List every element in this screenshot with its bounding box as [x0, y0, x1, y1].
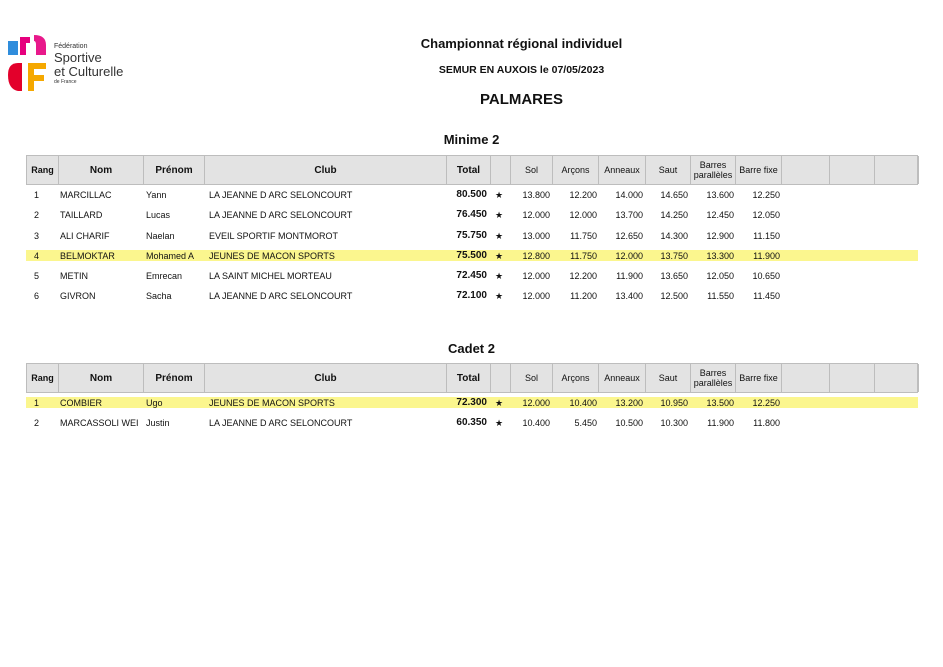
star-icon: ★: [495, 418, 504, 429]
cell-sol: 12.000: [522, 271, 550, 282]
event-location-date: SEMUR EN AUXOIS le 07/05/2023: [438, 64, 605, 76]
ffsc-emblem-icon: [6, 33, 52, 99]
column-header-club: Club: [205, 364, 447, 392]
cell-total: 72.300: [456, 397, 487, 408]
cell-prenom: Mohamed A: [146, 250, 195, 261]
cell-arcons: 5.450: [574, 418, 597, 429]
table-header: [26, 155, 918, 185]
table-row: [26, 286, 918, 306]
cell-saut: 14.300: [660, 230, 688, 241]
logo-line-1: Fédération: [54, 43, 88, 50]
column-header-fixe: Barre fixe: [736, 364, 782, 392]
cell-anneaux: 13.200: [615, 398, 643, 408]
table-row: [26, 266, 918, 286]
column-header-empty: [782, 156, 830, 184]
cell-rang: 3: [34, 230, 40, 241]
cell-total: 60.350: [456, 417, 487, 429]
star-icon: ★: [495, 398, 504, 408]
star-icon: ★: [495, 190, 504, 200]
column-header-barres: Barres parallèles: [691, 156, 736, 184]
cell-rang: 1: [34, 190, 40, 200]
cell-saut: 10.300: [660, 418, 688, 429]
cell-total: 72.450: [456, 270, 487, 282]
column-header-empty: [830, 156, 875, 184]
category-title: Minime 2: [443, 132, 500, 147]
cell-club: LA JEANNE D ARC SELONCOURT: [209, 210, 353, 221]
logo-line-2: Sportive: [54, 50, 102, 65]
cell-arcons: 12.000: [569, 210, 597, 221]
cell-prenom: Ugo: [146, 398, 163, 408]
cell-saut: 12.500: [660, 291, 688, 302]
cell-anneaux: 12.650: [615, 230, 643, 241]
cell-fixe: 12.250: [752, 190, 780, 200]
cell-barres: 12.050: [706, 271, 734, 282]
column-header-empty: [782, 364, 830, 392]
logo-line-3: et Culturelle: [54, 64, 124, 79]
cell-rang: 1: [34, 398, 40, 408]
cell-total: 75.750: [456, 229, 487, 241]
column-header-saut: Saut: [646, 364, 691, 392]
cell-anneaux: 13.700: [615, 210, 643, 221]
cell-barres: 13.300: [706, 250, 734, 261]
cell-club: EVEIL SPORTIF MONTMOROT: [209, 230, 339, 241]
column-header-empty: [491, 156, 511, 184]
table-row: [26, 393, 918, 413]
column-header-empty: [491, 364, 511, 392]
table-row: [26, 246, 918, 266]
cell-fixe: 11.450: [753, 291, 780, 302]
cell-total: 80.500: [456, 189, 487, 200]
cell-barres: 11.900: [707, 418, 734, 429]
column-header-arcons: Arçons: [553, 156, 599, 184]
cell-barres: 12.900: [706, 230, 734, 241]
cell-arcons: 10.400: [569, 398, 597, 408]
cell-club: JEUNES DE MACON SPORTS: [209, 398, 335, 408]
column-header-rang: Rang: [27, 156, 59, 184]
cell-nom: TAILLARD: [60, 210, 103, 221]
cell-total: 72.100: [456, 290, 487, 302]
column-header-saut: Saut: [646, 156, 691, 184]
cell-anneaux: 13.400: [615, 291, 643, 302]
star-icon: ★: [495, 291, 504, 302]
star-icon: ★: [495, 230, 504, 241]
table-row: [26, 185, 918, 205]
column-header-empty: [875, 364, 919, 392]
cell-total: 76.450: [456, 209, 487, 221]
cell-fixe: 11.900: [753, 250, 780, 261]
cell-saut: 14.650: [660, 190, 688, 200]
cell-sol: 12.800: [522, 250, 550, 261]
cell-nom: ALI CHARIF: [60, 230, 110, 241]
cell-sol: 10.400: [522, 418, 550, 429]
cell-sol: 13.800: [522, 190, 550, 200]
palmares-heading: PALMARES: [479, 91, 564, 108]
column-header-anneaux: Anneaux: [599, 364, 646, 392]
column-header-total: Total: [447, 156, 491, 184]
cell-fixe: 11.800: [753, 418, 780, 429]
star-icon: ★: [495, 210, 504, 221]
document-title: Championnat régional individuel: [420, 36, 623, 51]
cell-nom: MARCASSOLI WEI: [60, 418, 139, 429]
column-header-arcons: Arçons: [553, 364, 599, 392]
column-header-total: Total: [447, 364, 491, 392]
cell-rang: 6: [34, 291, 40, 302]
column-header-barres: Barres parallèles: [691, 364, 736, 392]
cell-arcons: 11.750: [570, 250, 597, 261]
cell-anneaux: 14.000: [615, 190, 643, 200]
table-row: [26, 226, 918, 246]
cell-prenom: Emrecan: [146, 271, 183, 282]
cell-barres: 13.600: [706, 190, 734, 200]
cell-barres: 11.550: [707, 291, 734, 302]
cell-barres: 12.450: [706, 210, 734, 221]
cell-club: JEUNES DE MACON SPORTS: [209, 250, 335, 261]
cell-rang: 2: [34, 210, 40, 221]
cell-fixe: 11.150: [753, 230, 780, 241]
cell-saut: 14.250: [660, 210, 688, 221]
column-header-nom: Nom: [59, 364, 144, 392]
logo-line-4: de France: [54, 79, 77, 85]
cell-saut: 13.650: [660, 271, 688, 282]
table-header: [26, 363, 918, 393]
column-header-sol: Sol: [511, 156, 553, 184]
cell-club: LA JEANNE D ARC SELONCOURT: [209, 291, 353, 302]
cell-anneaux: 12.000: [615, 250, 643, 261]
cell-fixe: 10.650: [752, 271, 780, 282]
cell-nom: BELMOKTAR: [60, 250, 115, 261]
star-icon: ★: [495, 271, 504, 282]
cell-arcons: 11.200: [570, 291, 597, 302]
cell-prenom: Justin: [146, 418, 170, 429]
cell-prenom: Naelan: [146, 230, 175, 241]
cell-saut: 10.950: [660, 398, 688, 408]
cell-barres: 13.500: [706, 398, 734, 408]
cell-club: LA JEANNE D ARC SELONCOURT: [209, 418, 353, 429]
table-row: [26, 205, 918, 225]
cell-prenom: Yann: [146, 190, 167, 200]
cell-rang: 4: [34, 250, 40, 261]
column-header-anneaux: Anneaux: [599, 156, 646, 184]
cell-nom: GIVRON: [60, 291, 96, 302]
cell-nom: COMBIER: [60, 398, 103, 408]
cell-sol: 12.000: [522, 398, 550, 408]
column-header-sol: Sol: [511, 364, 553, 392]
column-header-fixe: Barre fixe: [736, 156, 782, 184]
cell-arcons: 11.750: [570, 230, 597, 241]
cell-nom: METIN: [60, 271, 88, 282]
column-header-prenom: Prénom: [144, 156, 205, 184]
cell-club: LA JEANNE D ARC SELONCOURT: [209, 190, 353, 200]
cell-sol: 12.000: [522, 291, 550, 302]
table-row: [26, 413, 918, 433]
column-header-empty: [830, 364, 875, 392]
cell-club: LA SAINT MICHEL MORTEAU: [209, 271, 332, 282]
column-header-empty: [875, 156, 919, 184]
cell-fixe: 12.050: [752, 210, 780, 221]
star-icon: ★: [495, 250, 504, 261]
cell-total: 75.500: [456, 249, 487, 261]
cell-sol: 12.000: [522, 210, 550, 221]
cell-fixe: 12.250: [752, 398, 780, 408]
cell-arcons: 12.200: [569, 190, 597, 200]
results-table: [26, 363, 918, 434]
cell-nom: MARCILLAC: [60, 190, 112, 200]
cell-rang: 5: [34, 271, 40, 282]
column-header-club: Club: [205, 156, 447, 184]
column-header-nom: Nom: [59, 156, 144, 184]
cell-anneaux: 11.900: [616, 271, 643, 282]
column-header-prenom: Prénom: [144, 364, 205, 392]
cell-saut: 13.750: [660, 250, 688, 261]
column-header-rang: Rang: [27, 364, 59, 392]
cell-arcons: 12.200: [569, 271, 597, 282]
cell-sol: 13.000: [522, 230, 550, 241]
cell-prenom: Sacha: [146, 291, 172, 302]
category-title: Cadet 2: [448, 341, 495, 356]
cell-rang: 2: [34, 418, 40, 429]
cell-anneaux: 10.500: [615, 418, 643, 429]
cell-prenom: Lucas: [146, 210, 171, 221]
results-table: [26, 155, 918, 307]
